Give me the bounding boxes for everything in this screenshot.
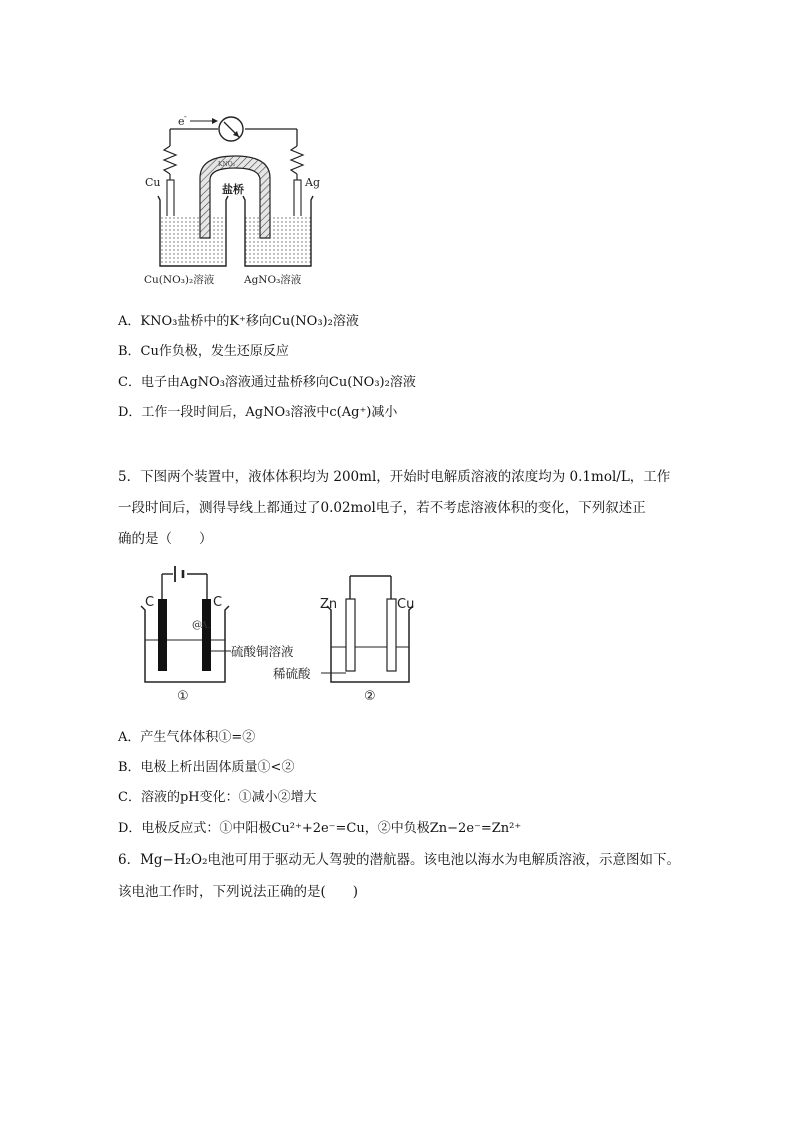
beaker-2: [327, 606, 413, 682]
q5-line-1: 5．下图两个装置中，液体体积均为 200ml，开始时电解质溶液的浓度均为 0.1mol/L，工作: [118, 469, 671, 485]
cell-2-label: ②: [364, 689, 376, 704]
right-solution-label: AgNO₃溶液: [244, 274, 302, 286]
figure-two-cells: [135, 562, 435, 712]
galvanometer-icon: [219, 117, 243, 141]
copper-electrode: [387, 599, 396, 671]
carbon-electrode-2: [202, 599, 211, 671]
salt-bridge-small-text: KNO₃: [218, 161, 236, 168]
q4-option-c: C．电子由AgNO₃溶液通过盐桥移向Cu(NO₃)₂溶液: [118, 375, 416, 390]
electron-label: e: [178, 115, 185, 128]
battery-icon: [175, 566, 183, 582]
q4-option-d: D．工作一段时间后，AgNO₃溶液中c(Ag⁺)减小: [118, 405, 398, 420]
q5-option-d: D．电极反应式：①中阳极Cu²⁺+2e⁻=Cu，②中负极Zn−2e⁻=Zn²⁺: [118, 821, 522, 836]
figure-salt-bridge-cell: [140, 108, 320, 288]
q6-line-2: 该电池工作时，下列说法正确的是( ): [118, 884, 359, 900]
electrode-cu-label: Cu: [397, 597, 415, 612]
q4-option-b: B．Cu作负极，发生还原反应: [118, 344, 289, 359]
salt-bridge: [200, 156, 270, 238]
q5-line-3: 确的是（ ）: [118, 531, 213, 547]
electrode-c1-label: C: [145, 595, 155, 610]
electron-arrow-icon: [190, 118, 218, 124]
q6-line-1: 6．Mg−H₂O₂电池可用于驱动无人驾驶的潜航器。该电池以海水为电解质溶液，示意图如下。: [118, 852, 681, 868]
q5-option-c: C．溶液的pH变化：①减小②增大: [118, 790, 317, 805]
electrode-zn-label: Zn: [320, 597, 338, 612]
cell-1-label: ①: [177, 689, 189, 704]
left-solution-label: Cu(NO₃)₂溶液: [144, 274, 215, 286]
q4-option-a: A．KNO₃盐桥中的K⁺移向Cu(NO₃)₂溶液: [118, 314, 359, 329]
cu-label: Cu: [145, 176, 161, 189]
beaker-1: [141, 606, 229, 682]
zinc-electrode: [346, 599, 355, 671]
q5-line-2: 一段时间后，测得导线上都通过了0.02mol电子，若不考虑溶液体积的变化，下列叙述正: [118, 500, 646, 516]
q5-option-a: A．产生气体体积①=②: [118, 730, 256, 745]
ag-label: Ag: [305, 176, 320, 189]
q6-stem: [118, 844, 681, 908]
electron-superscript: -: [184, 112, 187, 121]
q5-stem: [118, 462, 678, 555]
watermark-text: @: [192, 620, 202, 631]
solution-1-label: 硫酸铜溶液: [231, 644, 294, 659]
salt-bridge-label: 盐桥: [222, 183, 244, 196]
carbon-electrode-1: [158, 599, 167, 671]
watermark-sub: A.: [201, 621, 211, 631]
electrode-c2-label: C: [213, 595, 223, 610]
q5-option-b: B．电极上析出固体质量①<②: [118, 760, 295, 775]
solution-2-label: 稀硫酸: [273, 666, 311, 681]
